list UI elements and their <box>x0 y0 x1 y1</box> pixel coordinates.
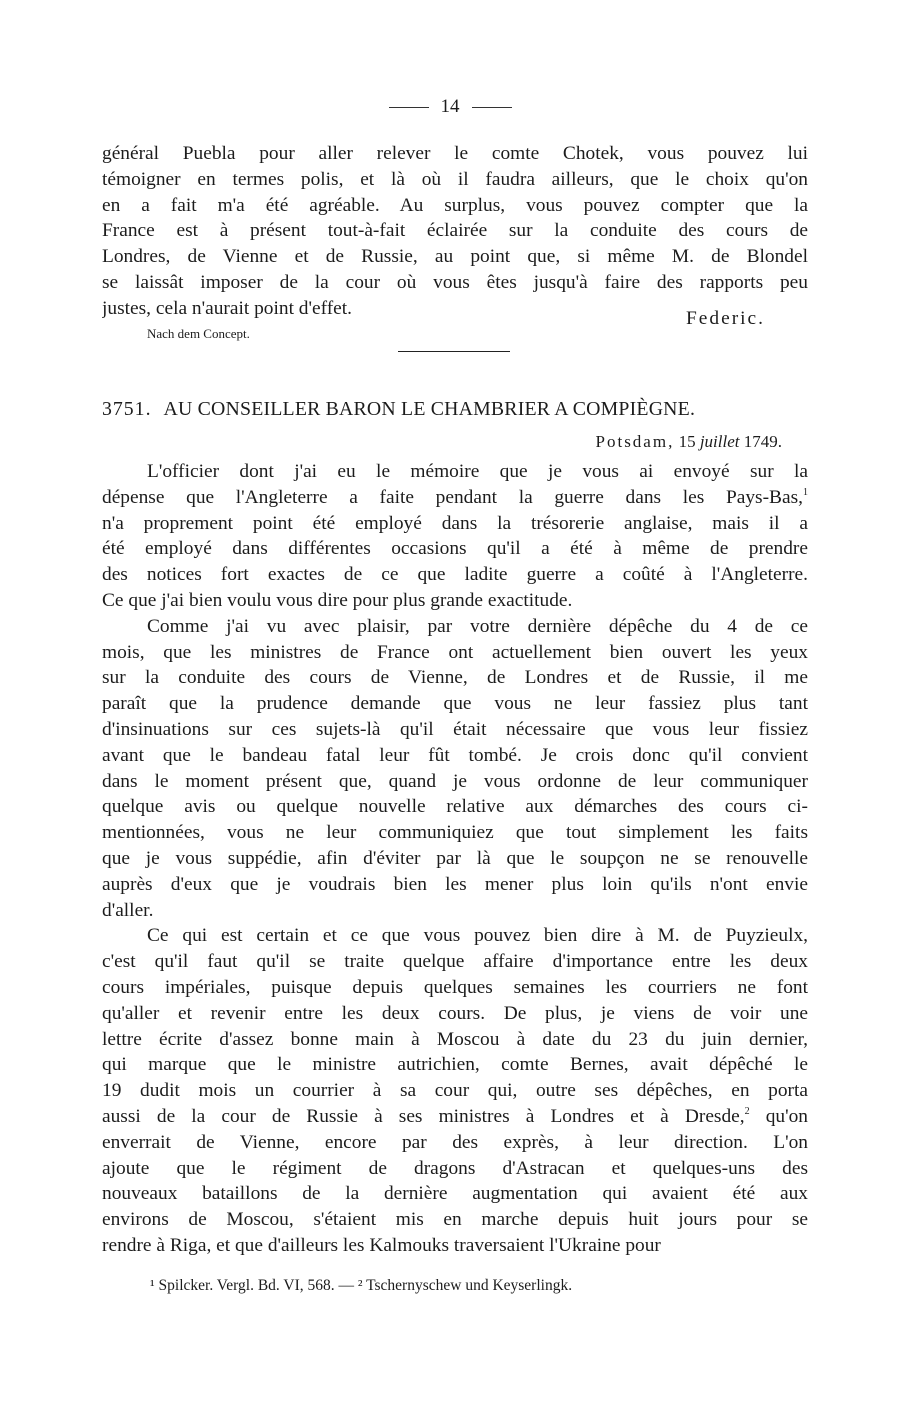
text-line: justes, cela n'aurait point d'effet. <box>102 297 353 319</box>
date-place: Potsdam, <box>595 432 675 451</box>
line-text: que je vous suppédie, afin d'éviter par là que le soupçon ne se renouvelle <box>102 847 808 869</box>
line-text: Comme j'ai vu avec plaisir, par votre dernière dépêche du 4 de ce <box>147 615 808 637</box>
line-text: ajoute que le régiment de dragons d'Astracan et quelques-uns des <box>102 1157 808 1179</box>
line-text: Ce qui est certain et ce que vous pouvez bien dire à M. de Puyzieulx, <box>147 925 808 947</box>
line-text: paraît que la prudence demande que vous ne leur fassiez plus tant <box>102 693 808 715</box>
line-text-after: qu'on <box>749 1105 808 1127</box>
text-line <box>102 665 808 691</box>
line-text: mentionnées, vous ne leur communiquiez que tout simplement les faits <box>102 822 808 844</box>
text-line <box>102 511 808 537</box>
text-line <box>102 536 808 562</box>
line-text: d'insinuations sur ces sujets-là qu'il était nécessaire que vous leur fissiez <box>102 718 808 740</box>
text-line <box>102 1181 808 1207</box>
letter-body <box>102 459 808 1259</box>
section-divider <box>398 351 510 352</box>
text-line <box>102 1233 808 1259</box>
footnote-marker: 2 <box>744 1105 750 1117</box>
line-text: rendre à Riga, et que d'ailleurs les Kalmouks traversaient l'Ukraine pour <box>102 1234 661 1256</box>
line-text: environs de Moscou, s'étaient mis en marche depuis huit jours pour se <box>102 1209 808 1231</box>
signature: Federic. <box>686 308 765 329</box>
continuation-text <box>102 141 808 322</box>
line-text: c'est qu'il faut qu'il se traite quelque affaire d'importance entre les deux <box>102 951 808 973</box>
page-number: 14 <box>440 96 460 117</box>
text-line: général Puebla pour aller relever le comte Chotek, vous pouvez lui <box>102 143 808 164</box>
paragraph <box>102 923 808 1258</box>
line-text: Ce que j'ai bien voulu vous dire pour plus grande exactitude. <box>102 589 573 611</box>
page-header <box>0 95 900 119</box>
line-text: enverrait de Vienne, encore par des exprès, à leur direction. L'on <box>102 1131 808 1153</box>
source-note: Nach dem Concept. <box>147 326 250 341</box>
line-text: n'a proprement point été employé dans la trésorerie anglaise, mais il a <box>102 512 808 534</box>
text-line: France est à présent tout-à-fait éclairée sur la conduite des cours de <box>102 220 808 242</box>
footnote-marker: 1 <box>803 486 808 498</box>
text-line <box>102 588 808 614</box>
line-text: dans le moment présent que, quand je vous ordonne de leur communiquer <box>102 770 808 792</box>
text-line: en a fait m'a été agréable. Au surplus, vous pouvez compter que la <box>102 194 808 216</box>
text-line <box>102 1052 808 1078</box>
text-line <box>102 717 808 743</box>
line-text: nouveaux bataillons de la dernière augmentation qui avaient été aux <box>102 1183 808 1205</box>
text-line <box>102 1001 808 1027</box>
line-text: été employé dans différentes occasions qu'il a été à même de prendre <box>102 538 808 560</box>
line-text: aussi de la cour de Russie à ses ministres à Londres et à Dresde, <box>102 1105 745 1127</box>
header-dash-left <box>389 107 429 108</box>
letter-title: AU CONSEILLER BARON LE CHAMBRIER A COMPIÈGNE. <box>163 398 696 420</box>
paragraph <box>102 459 808 614</box>
date-month: juillet <box>699 432 740 451</box>
text-line <box>102 949 808 975</box>
text-line <box>102 975 808 1001</box>
header-dash-right <box>472 107 512 108</box>
text-line <box>102 1207 808 1233</box>
text-line <box>102 923 808 949</box>
date-day: 15 <box>678 432 696 451</box>
text-line <box>102 691 808 717</box>
line-text: quelque avis ou quelque nouvelle relative aux démarches des cours ci- <box>102 796 808 818</box>
text-line <box>102 1156 808 1182</box>
line-text: lettre écrite d'assez bonne main à Moscou à date du 23 du juin dernier, <box>102 1028 808 1050</box>
text-line <box>102 459 808 485</box>
line-text: avant que le bandeau fatal leur fût tombé. Je crois donc qu'il convient <box>102 744 808 766</box>
line-text: mois, que les ministres de France ont actuellement bien ouvert les yeux <box>102 641 808 663</box>
text-line <box>102 820 808 846</box>
letter-dateline <box>596 432 782 452</box>
text-line <box>102 485 808 511</box>
footnotes: ¹ Spilcker. Vergl. Bd. VI, 568. — ² Tschernyschew und Keyserlingk. <box>150 1277 573 1294</box>
text-line <box>102 898 808 924</box>
line-text: qu'aller et revenir entre les deux cours. De plus, je viens de voir une <box>102 1002 808 1024</box>
text-line <box>102 769 808 795</box>
line-text: qui marque que le ministre autrichien, comte Bernes, avait dépêché le <box>102 1054 808 1076</box>
text-line: se laissât imposer de la cour où vous êtes jusqu'à faire des rapports peu <box>102 271 808 293</box>
text-line <box>102 1130 808 1156</box>
text-line <box>102 743 808 769</box>
text-line <box>102 640 808 666</box>
text-line <box>102 794 808 820</box>
line-text: L'officier dont j'ai eu le mémoire que je vous ai envoyé sur la <box>147 461 808 482</box>
letter-number: 3751. <box>102 398 152 420</box>
text-line <box>102 614 808 640</box>
text-line <box>102 1104 808 1130</box>
text-line <box>102 872 808 898</box>
text-line <box>102 562 808 588</box>
line-text: d'aller. <box>102 899 154 921</box>
line-text: 19 dudit mois un courrier à sa cour qui, outre ses dépêches, en porta <box>102 1080 808 1102</box>
line-text: dépense que l'Angleterre a faite pendant la guerre dans les Pays-Bas, <box>102 486 803 508</box>
letter-heading <box>102 398 808 421</box>
line-text: sur la conduite des cours de Vienne, de Londres et de Russie, il me <box>102 667 808 689</box>
line-text: cours impériales, puisque depuis quelques semaines les courriers ne font <box>102 976 808 998</box>
date-year: 1749. <box>743 432 782 451</box>
paragraph <box>102 614 808 924</box>
text-line <box>102 846 808 872</box>
text-line: Londres, de Vienne et de Russie, au point que, si même M. de Blondel <box>102 246 808 268</box>
line-text: des notices fort exactes de ce que ladite guerre a coûté à l'Angleterre. <box>102 564 808 586</box>
text-line <box>102 1078 808 1104</box>
text-line <box>102 1027 808 1053</box>
text-line: témoigner en termes polis, et là où il faudra ailleurs, que le choix qu'on <box>102 168 808 190</box>
line-text: auprès d'eux que je voudrais bien les mener plus loin qu'ils n'ont envie <box>102 873 808 895</box>
